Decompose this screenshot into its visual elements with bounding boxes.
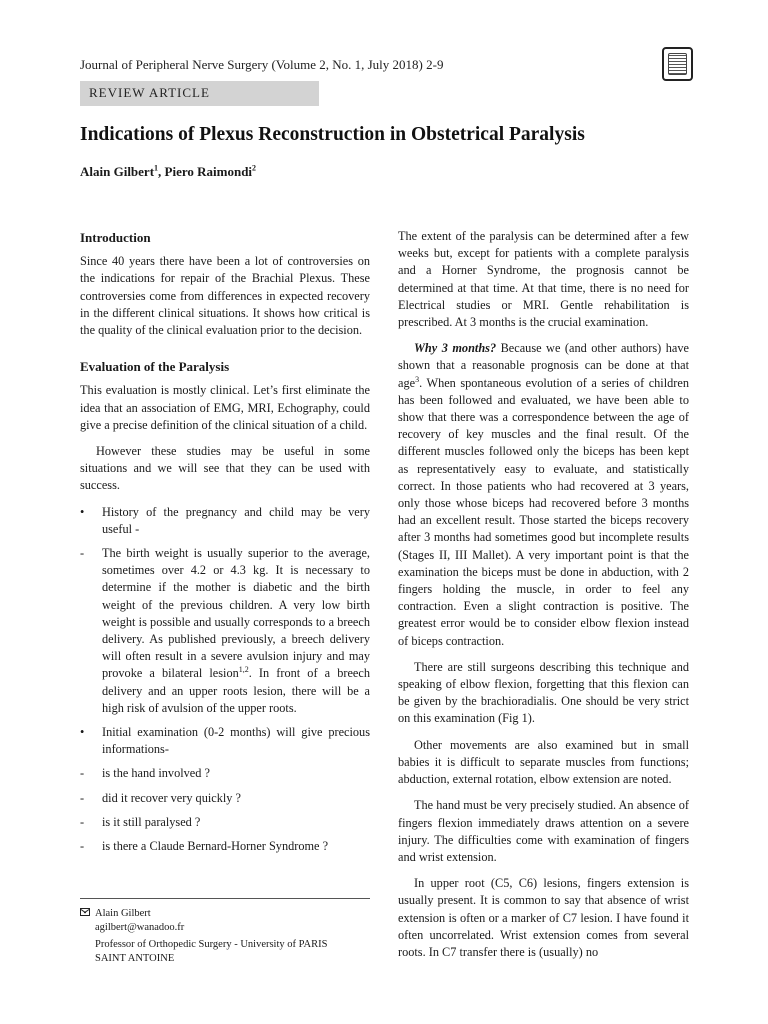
section-badge: REVIEW ARTICLE <box>80 81 319 106</box>
list-item <box>80 765 370 782</box>
dash-marker: - <box>80 814 85 829</box>
list-item-text: . In front of a breech delivery and an upper roots lesion, there will be a high risk of avulsion of the upper roots. <box>102 666 370 715</box>
left-column <box>80 229 370 862</box>
author-name: Piero Raimondi <box>164 164 253 179</box>
dash-marker: - <box>80 790 85 805</box>
section-heading-evaluation: Evaluation of the Paralysis <box>80 359 230 375</box>
list-item-text: is the hand involved ? <box>102 766 210 781</box>
citation-marker: 1,2 <box>238 665 249 675</box>
correspondence-footnote <box>80 907 380 965</box>
affiliation-marker: 1 <box>154 163 159 173</box>
paragraph: Since 40 years there have been a lot of controversies on the indications for repair of the Brachial Plexus. These controversies come from differences in expected recovery in the different clinical situations. It shows how critical is the quality of the clinical evaluation prior to the decision. <box>80 254 370 338</box>
dash-marker: - <box>80 546 85 561</box>
author-separator: , <box>158 164 165 179</box>
findings-list <box>80 504 370 856</box>
paragraph-text: . When spontaneous evolution of a series of children has been followed and evaluated, we have been able to show that there was a correspondence between the age of recovery of key muscles and the final result. Of the different muscles followed only the biceps has been kept as representatively easy to evaluate, and statistically correct. In those patients who had recovered at 3 years, only those whose biceps had recovered before 3 months had an excellent result. Those started the biceps recovery after 3 months had sometimes good but incomplete results (Stages II, III Mallet). A very important point is that the examination the biceps must be done in abduction, with 2 fingers holding the muscle, in order to feel any contraction. Even a slight contraction is positive. The greatest error would be to consider elbow flexion instead of biceps contraction. <box>398 375 689 648</box>
envelope-icon <box>80 908 90 916</box>
list-item <box>80 545 370 717</box>
paragraph: There are still surgeons describing this technique and speaking of elbow flexion, forgetting that this flexion can be given by the brachioradialis. One should be very strict on this examination (Fig 1). <box>398 659 689 726</box>
paragraph: Other movements are also examined but in small babies it is difficult to separate muscles from functions; abduction, external rotation, elbow extension are noted. <box>398 737 689 787</box>
list-item-text: is there a Claude Bernard-Horner Syndrome ? <box>102 839 329 854</box>
paragraph <box>398 340 689 650</box>
paragraph-text: Because we (and other authors) have shown that a reasonable prognosis can be done at that age <box>398 341 689 390</box>
paragraph: The hand must be very precisely studied. An absence of fingers flexion immediately draws attention on a severe injury. The difficulties come with examination of fingers and wrist extension. <box>398 798 689 864</box>
authors <box>80 164 256 180</box>
bullet-marker: • <box>80 504 85 519</box>
correspondent-email[interactable]: agilbert@wanadoo.fr <box>95 921 185 933</box>
affiliation-marker: 2 <box>252 163 257 173</box>
affiliation-line: Professor of Orthopedic Surgery - University of PARIS <box>95 939 328 950</box>
journal-header: Journal of Peripheral Nerve Surgery (Volume 2, No. 1, July 2018) 2-9 <box>80 57 444 72</box>
list-item <box>80 724 370 758</box>
logo-emblem <box>668 53 687 75</box>
dash-marker: - <box>80 839 85 854</box>
list-item <box>80 504 370 538</box>
list-item-text: did it recover very quickly ? <box>102 790 241 805</box>
paragraph: In upper root (C5, C6) lesions, fingers extension is usually present. It is common to say that absence of wrist extension is often or a marker of C7 lesion. I have found it often uncorrelated. Wrist extension comes from several roots. In C7 transfer there is (usually) no <box>398 876 689 959</box>
list-item-text: History of the pregnancy and child may be very useful - <box>102 504 370 536</box>
author-name: Alain Gilbert <box>80 164 155 179</box>
paragraph-lead: Why 3 months? <box>414 341 497 356</box>
footnote-divider <box>80 898 370 899</box>
journal-seal-logo <box>662 47 693 81</box>
bullet-marker: • <box>80 725 85 740</box>
list-item <box>80 838 370 855</box>
paragraph: This evaluation is mostly clinical. Let’s first eliminate the idea that an association of EMG, MRI, Echography, could give a precise definition of the clinical situation of a child. <box>80 383 370 432</box>
section-heading-introduction: Introduction <box>80 230 151 245</box>
citation-marker: 3 <box>415 374 420 384</box>
list-item <box>80 814 370 831</box>
right-column <box>398 228 689 970</box>
dash-marker: - <box>80 766 85 781</box>
list-item-text: Initial examination (0-2 months) will give precious informations- <box>102 725 370 757</box>
list-item-text: is it still paralysed ? <box>102 814 201 829</box>
affiliation-line: SAINT ANTOINE <box>95 952 175 964</box>
paragraph: The extent of the paralysis can be determined after a few weeks but, except for patients with a complete paralysis and a Horner Syndrome, the prognosis cannot be determined at that time. At that time, there is no need for Electrical studies or MRI. Gentle rehabilitation is prescribed. At 3 months is the crucial examination. <box>398 229 689 330</box>
list-item-text: The birth weight is usually superior to the average, sometimes over 4.2 or 4.3 kg. It is necessary to determine if the mother is diabetic and the birth weight of the previous children. A very low birth weight is possible and usually corresponds to a breech delivery. As published previously, a breech delivery will often result in a severe avulsion injury and may provoke a bilateral lesion <box>102 546 370 681</box>
paragraph: However these studies may be useful in some situations and we will see that they can be used with success. <box>80 444 370 493</box>
article-title: Indications of Plexus Reconstruction in Obstetrical Paralysis <box>80 124 585 145</box>
list-item <box>80 790 370 807</box>
correspondent-name: Alain Gilbert <box>95 908 151 919</box>
